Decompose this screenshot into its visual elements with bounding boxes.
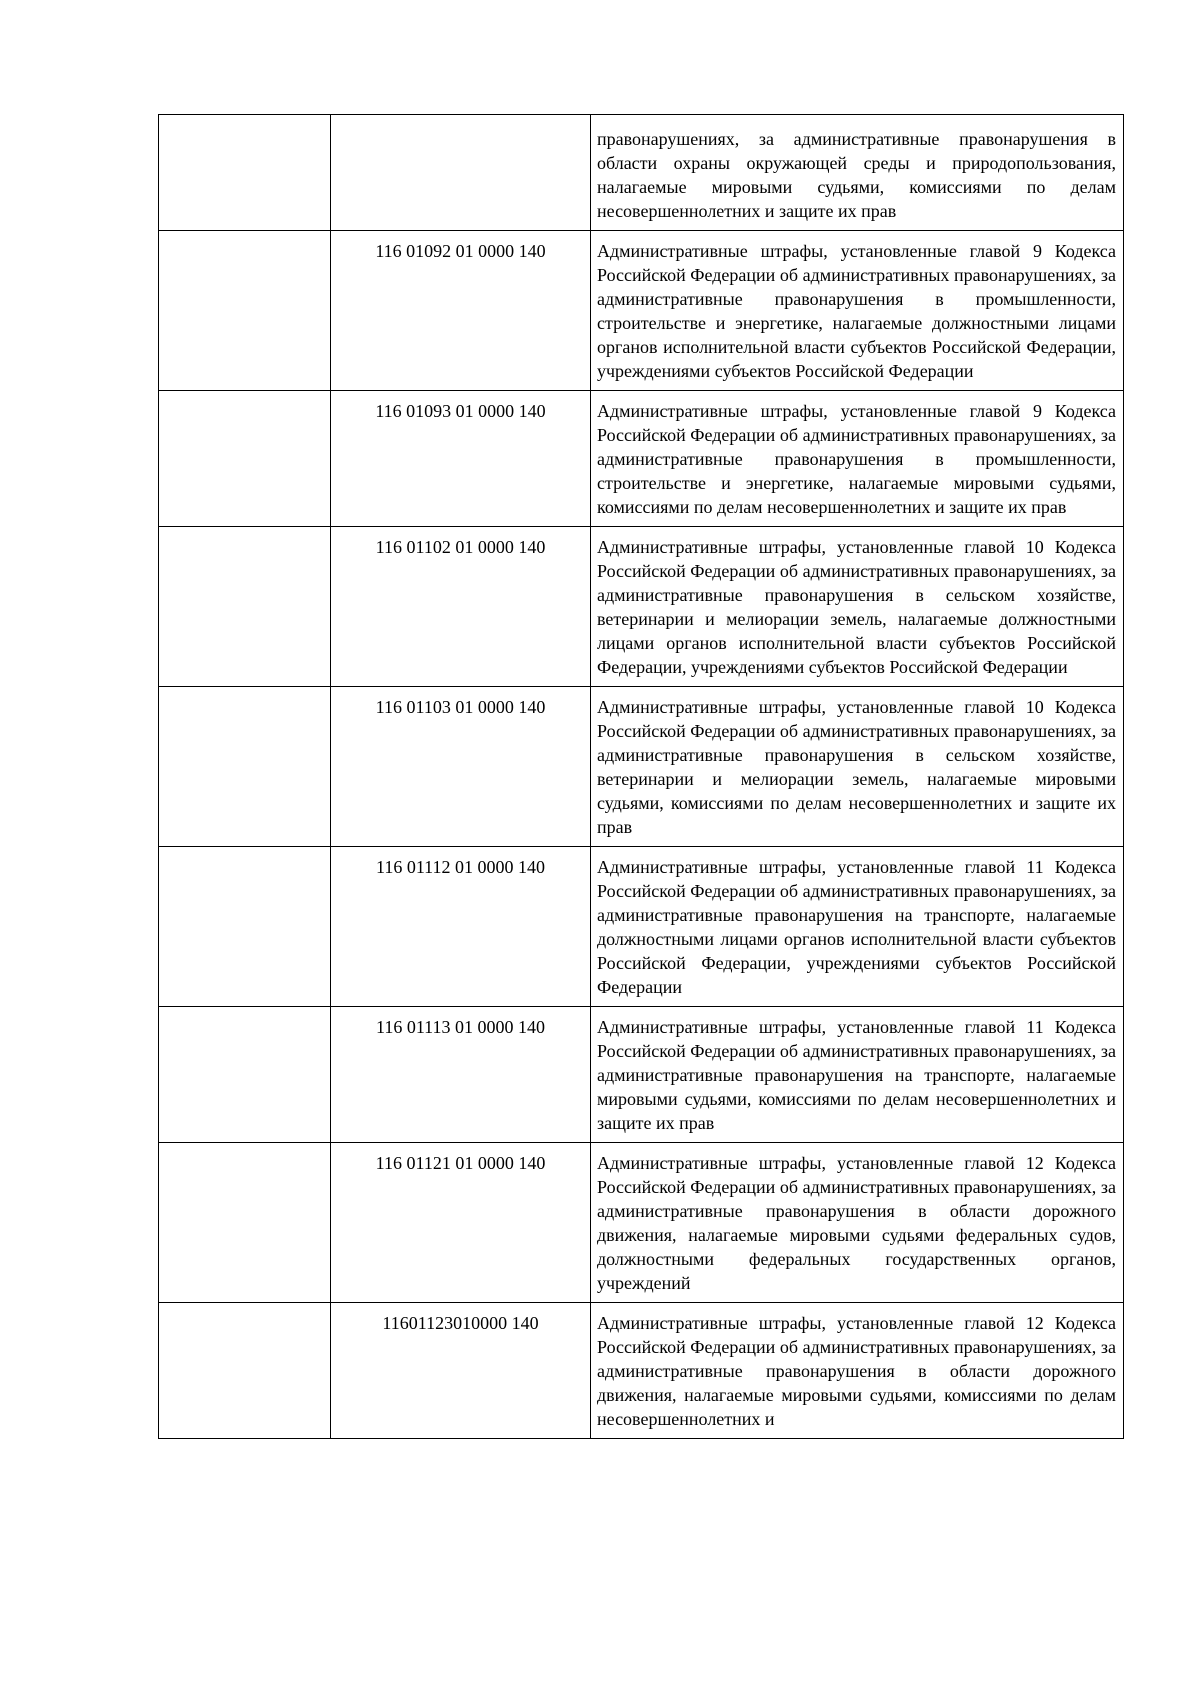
table-row xyxy=(159,687,1124,847)
table-row xyxy=(159,1143,1124,1303)
admin-code-cell xyxy=(159,1143,331,1303)
budget-classification-table xyxy=(158,114,1124,1439)
admin-code-cell xyxy=(159,391,331,527)
admin-code-cell xyxy=(159,231,331,391)
description-cell: правонарушениях, за административные правонарушения в области охраны окружающей среды и природопользования, налагаемые мировыми судьями, комиссиями по делам несовершеннолетних и защите их прав xyxy=(591,115,1124,231)
table-row xyxy=(159,1303,1124,1439)
description-cell: Административные штрафы, установленные главой 9 Кодекса Российской Федерации об административных правонарушениях, за административные правонарушения в промышленности, строительстве и энергетике, налагаемые должностными лицами органов исполнительной власти субъектов Российской Федерации, учреждениями субъектов Российской Федерации xyxy=(591,231,1124,391)
admin-code-cell xyxy=(159,847,331,1007)
table-row xyxy=(159,231,1124,391)
budget-code-cell: 11601123010000 140 xyxy=(331,1303,591,1439)
description-cell: Административные штрафы, установленные главой 10 Кодекса Российской Федерации об административных правонарушениях, за административные правонарушения в сельском хозяйстве, ветеринарии и мелиорации земель, налагаемые должностными лицами органов исполнительной власти субъектов Российской Федерации, учреждениями субъектов Российской Федерации xyxy=(591,527,1124,687)
admin-code-cell xyxy=(159,527,331,687)
description-cell: Административные штрафы, установленные главой 9 Кодекса Российской Федерации об административных правонарушениях, за административные правонарушения в промышленности, строительстве и энергетике, налагаемые мировыми судьями, комиссиями по делам несовершеннолетних и защите их прав xyxy=(591,391,1124,527)
description-cell: Административные штрафы, установленные главой 12 Кодекса Российской Федерации об административных правонарушениях, за административные правонарушения в области дорожного движения, налагаемые мировыми судьями федеральных судов, должностными федеральных государственных органов, учреждений xyxy=(591,1143,1124,1303)
table-row xyxy=(159,847,1124,1007)
budget-code-cell: 116 01102 01 0000 140 xyxy=(331,527,591,687)
admin-code-cell xyxy=(159,1007,331,1143)
budget-code-cell: 116 01121 01 0000 140 xyxy=(331,1143,591,1303)
table-row xyxy=(159,391,1124,527)
budget-code-cell xyxy=(331,115,591,231)
description-text: Административные штрафы, установленные главой 12 Кодекса Российской Федерации об административных правонарушениях, за административные правонарушения в области дорожного движения, налагаемые мировыми судьями, комиссиями по делам несовершеннолетних и xyxy=(597,1313,1116,1429)
budget-code-cell: 116 01112 01 0000 140 xyxy=(331,847,591,1007)
admin-code-cell xyxy=(159,1303,331,1439)
description-cell: Административные штрафы, установленные главой 11 Кодекса Российской Федерации об административных правонарушениях, за административные правонарушения на транспорте, налагаемые должностными лицами органов исполнительной власти субъектов Российской Федерации, учреждениями субъектов Российской Федерации xyxy=(591,847,1124,1007)
table-row xyxy=(159,115,1124,231)
description-cell xyxy=(591,1303,1124,1439)
table-row xyxy=(159,1007,1124,1143)
budget-code-cell: 116 01093 01 0000 140 xyxy=(331,391,591,527)
description-cell: Административные штрафы, установленные главой 10 Кодекса Российской Федерации об административных правонарушениях, за административные правонарушения в сельском хозяйстве, ветеринарии и мелиорации земель, налагаемые мировыми судьями, комиссиями по делам несовершеннолетних и защите их прав xyxy=(591,687,1124,847)
admin-code-cell xyxy=(159,687,331,847)
admin-code-cell xyxy=(159,115,331,231)
budget-code-cell: 116 01092 01 0000 140 xyxy=(331,231,591,391)
budget-code-cell: 116 01113 01 0000 140 xyxy=(331,1007,591,1143)
table-row xyxy=(159,527,1124,687)
description-cell: Административные штрафы, установленные главой 11 Кодекса Российской Федерации об административных правонарушениях, за административные правонарушения на транспорте, налагаемые мировыми судьями, комиссиями по делам несовершеннолетних и защите их прав xyxy=(591,1007,1124,1143)
budget-code-cell: 116 01103 01 0000 140 xyxy=(331,687,591,847)
